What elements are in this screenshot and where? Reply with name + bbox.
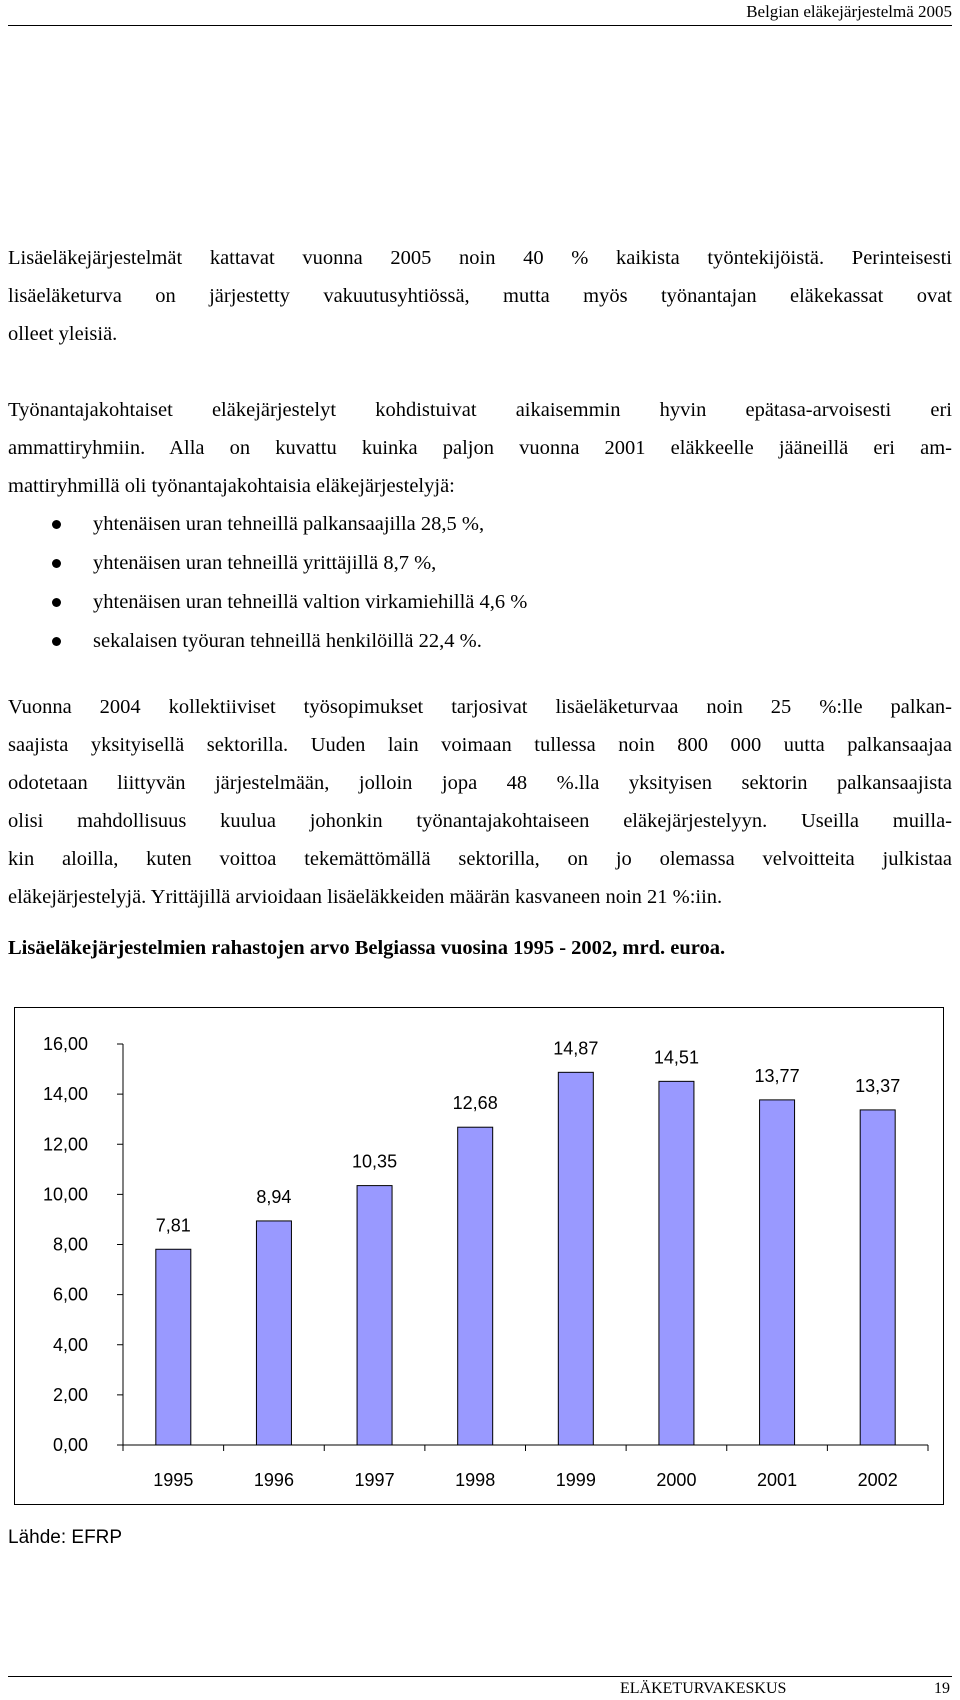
bar xyxy=(156,1249,191,1445)
y-tick-label: 0,00 xyxy=(52,1435,88,1455)
bar-value-label: 8,94 xyxy=(256,1186,292,1207)
paragraph-3-line: olisi mahdollisuus kuulua johonkin työnantajakohtaiseen eläkejärjestelyyn. Useilla muilla- xyxy=(8,810,952,832)
paragraph-3 xyxy=(8,688,952,916)
bullet-icon xyxy=(52,637,61,646)
paragraph-1-line: lisäeläketurva on järjestetty vakuutusyhtiössä, mutta myös työnantajan eläkekassat ovat xyxy=(8,285,952,307)
header-divider xyxy=(8,25,952,26)
bullet-list xyxy=(8,505,527,661)
x-tick-label: 1998 xyxy=(455,1470,496,1490)
bullet-icon xyxy=(52,520,61,529)
y-tick-label: 8,00 xyxy=(52,1234,88,1255)
x-tick-label: 1997 xyxy=(354,1470,395,1490)
bar xyxy=(357,1186,392,1445)
x-tick-label: 1995 xyxy=(153,1470,194,1490)
y-tick-label: 6,00 xyxy=(52,1284,88,1305)
bar-value-label: 14,51 xyxy=(653,1047,699,1068)
list-item-text: yhtenäisen uran tehneillä valtion virkamiehillä 4,6 % xyxy=(93,591,528,613)
list-item-text: yhtenäisen uran tehneillä yrittäjillä 8,7 %, xyxy=(93,552,437,574)
paragraph-2-line: ammattiryhmiin. Alla on kuvattu kuinka paljon vuonna 2001 eläkkeelle jääneillä eri am- xyxy=(8,437,952,459)
paragraph-1-line: Lisäeläkejärjestelmät kattavat vuonna 2005 noin 40 % kaikista työntekijöistä. Perinteisesti xyxy=(8,247,952,269)
bar-value-label: 7,81 xyxy=(155,1215,191,1236)
footer-organization: ELÄKETURVAKESKUS xyxy=(620,1680,787,1697)
page-header-title: Belgian eläkejärjestelmä 2005 xyxy=(746,2,952,21)
source-note: Lähde: EFRP xyxy=(8,1527,123,1548)
paragraph-3-line: Vuonna 2004 kollektiiviset työsopimukset tarjosivat lisäeläketurvaa noin 25 %:lle palkan- xyxy=(8,696,952,718)
bar xyxy=(256,1221,291,1445)
bar-value-label: 12,68 xyxy=(452,1093,498,1114)
x-tick-label: 2001 xyxy=(757,1470,798,1490)
x-tick-label: 1996 xyxy=(253,1470,294,1490)
bar xyxy=(860,1110,895,1445)
chart-frame xyxy=(14,1007,944,1505)
paragraph-1 xyxy=(8,239,952,353)
chart-title: Lisäeläkejärjestelmien rahastojen arvo Belgiassa vuosina 1995 - 2002, mrd. euroa. xyxy=(8,937,726,959)
y-tick-label: 2,00 xyxy=(52,1384,88,1405)
paragraph-2-line: mattiryhmillä oli työnantajakohtaisia eläkejärjestelyjä: xyxy=(8,475,455,497)
paragraph-3-line: odotetaan liittyvän järjestelmään, jolloin jopa 48 %.lla yksityisen sektorin palkansaajista xyxy=(8,772,952,794)
page-number: 19 xyxy=(934,1680,950,1697)
list-item xyxy=(8,583,527,622)
bar xyxy=(458,1127,493,1445)
list-item-text: sekalaisen työuran tehneillä henkilöillä 22,4 %. xyxy=(93,630,482,652)
paragraph-2 xyxy=(8,391,952,505)
paragraph-3-line: kin aloilla, kuten voittoa tekemättömällä sektorilla, on jo olemassa velvoitteita julkistaa xyxy=(8,848,952,870)
paragraph-1-line: olleet yleisiä. xyxy=(8,323,118,345)
paragraph-3-line: eläkejärjestelyjä. Yrittäjillä arvioidaan lisäeläkkeiden määrän kasvaneen noin 21 %:iin. xyxy=(8,886,723,908)
x-tick-label: 2002 xyxy=(857,1470,898,1490)
paragraph-3-line: saajista yksityisellä sektorilla. Uuden lain voimaan tullessa noin 800 000 uutta palkansaajaa xyxy=(8,734,952,756)
list-item-text: yhtenäisen uran tehneillä palkansaajilla 28,5 %, xyxy=(93,513,485,535)
x-tick-label: 2000 xyxy=(656,1470,697,1490)
list-item xyxy=(8,544,527,583)
bar xyxy=(659,1081,694,1445)
y-tick-label: 4,00 xyxy=(52,1334,88,1355)
y-tick-label: 12,00 xyxy=(42,1134,88,1155)
bullet-icon xyxy=(52,559,61,568)
bar xyxy=(760,1100,795,1445)
x-tick-label: 1999 xyxy=(555,1470,596,1490)
y-tick-label: 14,00 xyxy=(42,1084,88,1105)
bar-value-label: 10,35 xyxy=(352,1151,398,1172)
y-tick-label: 10,00 xyxy=(42,1184,88,1205)
list-item xyxy=(8,622,527,661)
bar xyxy=(558,1072,593,1445)
bullet-icon xyxy=(52,598,61,607)
bar-value-label: 14,87 xyxy=(553,1038,599,1059)
bar-value-label: 13,77 xyxy=(754,1065,800,1086)
bar-chart xyxy=(15,1008,943,1504)
bar-value-label: 13,37 xyxy=(855,1075,901,1096)
paragraph-2-line: Työnantajakohtaiset eläkejärjestelyt kohdistuivat aikaisemmin hyvin epätasa-arvoisesti eri xyxy=(8,399,952,421)
footer-divider xyxy=(8,1676,952,1677)
y-tick-label: 16,00 xyxy=(42,1034,88,1054)
list-item xyxy=(8,505,527,544)
